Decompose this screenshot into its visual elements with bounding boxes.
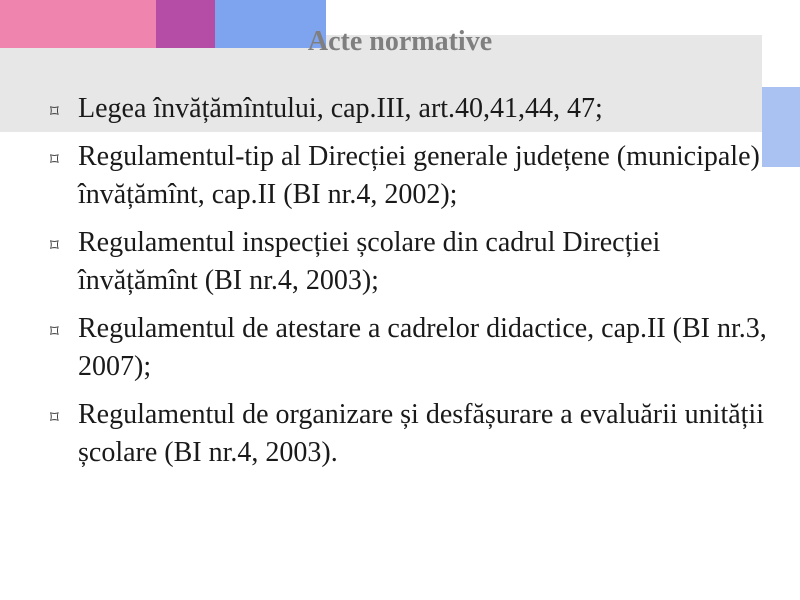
bullet-list	[48, 90, 768, 482]
bullet-text-5: Regulamentul de organizare și desfășurare a evaluării unității școlare (BI nr.4, 2003).	[78, 399, 764, 468]
bullet-text-4: Regulamentul de atestare a cadrelor didactice, cap.II (BI nr.3, 2007);	[78, 313, 767, 382]
bullet-text-3: Regulamentul inspecției școlare din cadrul Direcției învățămînt (BI nr.4, 2003);	[78, 227, 661, 296]
bullet-marker-icon: ⌑	[50, 408, 59, 427]
bullet-marker-icon: ⌑	[50, 236, 59, 255]
slide-title: Acte normative	[307, 26, 493, 57]
bullet-text-2: Regulamentul-tip al Direcției generale județene (municipale) învățămînt, cap.II (BI nr.4, 2002);	[78, 141, 760, 210]
bullet-marker-icon: ⌑	[50, 322, 59, 341]
bullet-marker-icon: ⌑	[50, 150, 59, 169]
bullet-item-1	[48, 90, 768, 128]
bullet-marker-icon: ⌑	[50, 102, 59, 121]
bullet-item-4	[48, 310, 768, 386]
bullet-text-1: Legea învățămîntului, cap.III, art.40,41,44, 47;	[78, 93, 603, 124]
bullet-item-5	[48, 396, 768, 472]
bullet-item-3	[48, 224, 768, 300]
bullet-item-2	[48, 138, 768, 214]
